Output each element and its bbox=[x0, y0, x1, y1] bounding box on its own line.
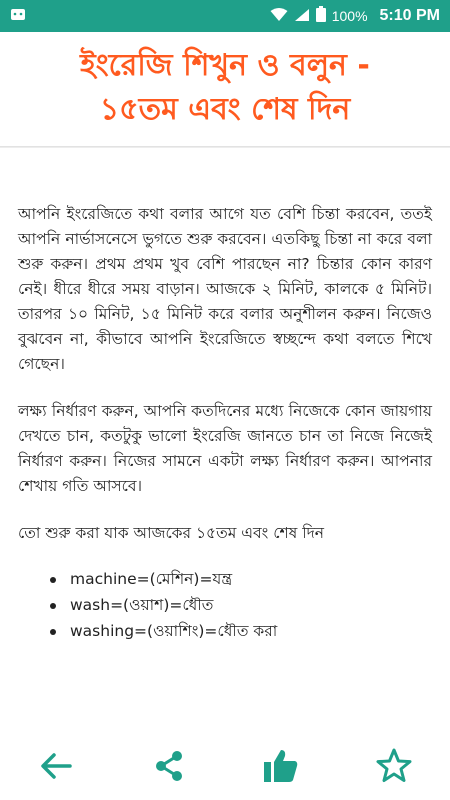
list-item: machine=(মেশিন)=যন্ত্র bbox=[70, 566, 432, 592]
like-button[interactable] bbox=[259, 746, 303, 790]
page-title bbox=[0, 32, 450, 144]
paragraph-1: আপনি ইংরেজিতে কথা বলার আগে যত বেশি চিন্তা করবেন, ততই আপনি নার্ভাসনেসে ভুগতে শুরু করবেন। এতকিছু চিন্তা না করে বলা শুরু করুন। প্রথম প্রথম খুব বেশি পারছেন না? চিন্তার কোন কারণ নেই। ধীরে ধীরে সময় বাড়ান। আজকে ২ মিনিট, কালকে ৫ মিনিট। তারপর ১০ মিনিট, ১৫ মিনিট করে বলার অনুশীলন করুন। নিজেও বুঝবেন না, কীভাবে আপনি ইংরেজিতে স্বচ্ছন্দে কথা বলতে শিখে গেছেন। bbox=[18, 205, 432, 373]
status-left bbox=[10, 6, 26, 26]
status-right bbox=[270, 6, 440, 26]
article-body bbox=[18, 202, 432, 644]
thumbs-up-icon bbox=[262, 747, 300, 789]
share-icon bbox=[151, 748, 187, 788]
back-arrow-icon bbox=[38, 748, 74, 788]
back-button[interactable] bbox=[34, 746, 78, 790]
title-line-2: ১৫তম এবং শেষ দিন bbox=[99, 92, 351, 127]
title-line-1: ইংরেজি শিখুন ও বলুন - bbox=[80, 48, 370, 83]
list-item: wash=(ওয়াশ)=ধৌত bbox=[70, 592, 432, 618]
paragraph-2: লক্ষ্য নির্ধারণ করুন, আপনি কতদিনের মধ্যে নিজেকে কোন জায়গায় দেখতে চান, কতটুকু ভালো ইংরেজি জানতে চান তা নিজে নিজেই নির্ধারণ করুন। নিজের সামনে একটা লক্ষ্য নির্ধারণ করুন। আপনার শেখায় গতি আসবে। bbox=[18, 402, 432, 495]
bottom-toolbar bbox=[0, 736, 450, 800]
favorite-button[interactable] bbox=[372, 746, 416, 790]
clock: 5:10 PM bbox=[379, 7, 440, 24]
share-button[interactable] bbox=[147, 746, 191, 790]
battery-percent: 100% bbox=[331, 8, 368, 24]
star-icon bbox=[375, 747, 413, 789]
android-notification-icon bbox=[10, 6, 26, 26]
status-bar bbox=[0, 0, 450, 32]
title-divider bbox=[0, 146, 450, 148]
vocab-list bbox=[18, 566, 432, 644]
intro-text: তো শুরু করা যাক আজকের ১৫তম এবং শেষ দিন bbox=[18, 524, 325, 542]
battery-icon bbox=[316, 6, 326, 26]
signal-icon bbox=[294, 7, 310, 26]
list-item: washing=(ওয়াশিং)=ধৌত করা bbox=[70, 618, 432, 644]
wifi-icon bbox=[270, 7, 288, 26]
